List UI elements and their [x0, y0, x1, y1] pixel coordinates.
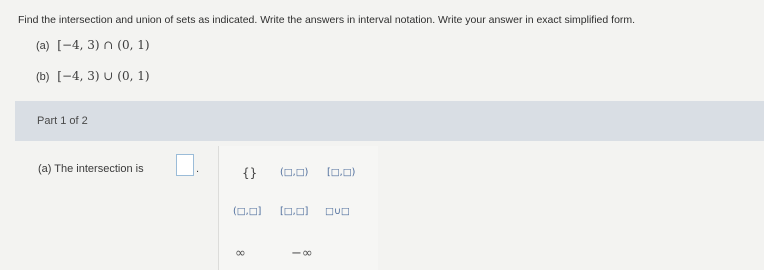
problem-b-expression: [−4, 3) ∪ (0, 1) — [57, 69, 150, 83]
answer-input[interactable] — [176, 154, 194, 176]
problem-a-label: (a) — [36, 40, 50, 52]
closed-closed-interval-button[interactable]: [□,□] — [280, 206, 309, 217]
part-banner — [15, 101, 764, 141]
instructions-text: Find the intersection and union of sets as indicated. Write the answers in interval notation. Write your answer in exact simplified form. — [18, 14, 636, 26]
infinity-button[interactable]: ∞ — [235, 246, 246, 261]
open-closed-interval-button[interactable]: (□,□] — [233, 206, 262, 217]
problem-a-expression: [−4, 3) ∩ (0, 1) — [57, 38, 150, 52]
problem-a — [36, 38, 150, 52]
union-button[interactable]: □∪□ — [325, 206, 350, 217]
empty-set-button[interactable]: {} — [242, 166, 258, 180]
open-open-interval-button[interactable]: (□,□) — [280, 167, 309, 178]
answer-period: . — [196, 163, 200, 175]
answer-label: (a) The intersection is — [38, 163, 144, 175]
problem-b — [36, 69, 150, 83]
negative-infinity-button[interactable]: −∞ — [291, 246, 313, 261]
part-indicator: Part 1 of 2 — [37, 115, 88, 127]
closed-open-interval-button[interactable]: [□,□) — [327, 167, 356, 178]
math-palette — [218, 146, 378, 270]
problem-b-label: (b) — [36, 71, 50, 83]
